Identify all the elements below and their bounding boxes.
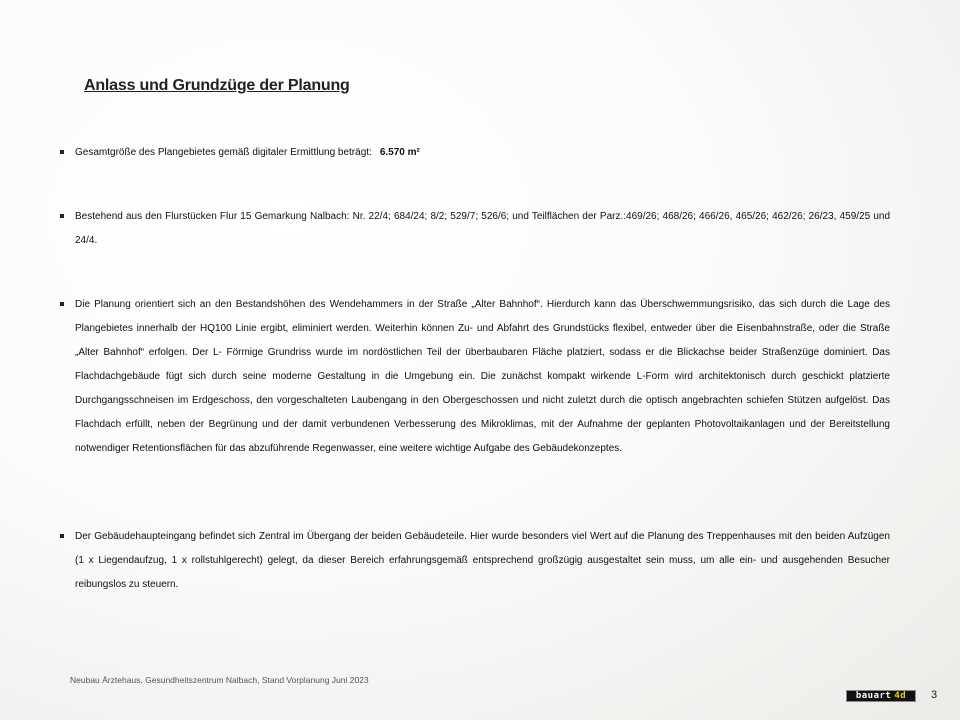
slide-footer: Neubau Ärztehaus, Gesundheitszentrum Nalbach, Stand Vorplanung Juni 2023 bbox=[70, 675, 369, 685]
bullet-planning-concept bbox=[60, 293, 890, 461]
bullet-text: Die Planung orientiert sich an den Bestandshöhen des Wendehammers in der Straße „Alter Bahnhof“. Hierdurch kann das Überschwemmungsrisiko, das sich durch die Lage des Plangebietes innerhalb der HQ100 Linie ergibt, eliminiert werden. Weiterhin können Zu- und Abfahrt des Grundstücks flexibel, entweder über die Eisenbahnstraße, oder die Straße „Alter Bahnhof“ erfolgen. Der L- Förmige Grundriss wurde im nordöstlichen Teil der überbaubaren Fläche platziert, sodass er die Blickachse beider Straßenzüge dominiert. Das Flachdachgebäude fügt sich durch seine moderne Gestaltung in die Umgebung ein. Die zunächst kompakt wirkende L-Form wird architektonisch durch geschickt platzierte Durchgangsschneisen im Erdgeschoss, den vorgeschalteten Laubengang in den Obergeschossen und nicht zuletzt durch die optisch angebrachten schiefen Stützen aufgelöst. Das Flachdach erfüllt, neben der Begrünung und der damit verbundenen Verbesserung des Mikroklimas, mit der Aufnahme der geplanten Photovoltaikanlagen und der Bereitstellung notwendiger Retentionsflächen für das abzuführende Regenwasser, eine weitere wichtige Aufgabe des Gebäudekonzeptes. bbox=[75, 299, 890, 454]
bullet-marker bbox=[60, 534, 64, 538]
bullet-marker bbox=[60, 214, 64, 218]
page-number: 3 bbox=[931, 689, 938, 701]
logo-word: bauart bbox=[855, 691, 892, 701]
bullet-marker bbox=[60, 302, 64, 306]
bauart-logo bbox=[846, 690, 916, 702]
slide-title: Anlass und Grundzüge der Planung bbox=[84, 77, 350, 94]
bullet-text: Bestehend aus den Flurstücken Flur 15 Gemarkung Nalbach: Nr. 22/4; 684/24; 8/2; 529/7; 526/6; und Teilflächen der Parz.:469/26; 468/26; 466/26, 465/26; 462/26; 26/23, 459/25 und 24/4. bbox=[75, 211, 890, 246]
bullet-text: Der Gebäudehaupteingang befindet sich Zentral im Übergang der beiden Gebäudeteile. Hier wurde besonders viel Wert auf die Planung des Treppenhauses mit den beiden Aufzügen (1 x Liegendaufzug, 1 x rollstuhlgerecht) gelegt, da dieser Bereich erfahrungsgemäß entsprechend großzügig ausgestaltet sein muss, um alle ein- und ausgehenden Besucher reibungslos zu steuern. bbox=[75, 531, 890, 590]
logo-accent: 4d bbox=[894, 691, 907, 701]
bullet-plan-area bbox=[60, 141, 890, 165]
bullet-marker bbox=[60, 150, 64, 154]
bullet-parcels bbox=[60, 205, 890, 253]
bullet-main-entrance bbox=[60, 525, 890, 597]
bullet-text: Gesamtgröße des Plangebietes gemäß digitaler Ermittlung beträgt: bbox=[75, 147, 372, 158]
area-value: 6.570 m² bbox=[379, 147, 420, 158]
